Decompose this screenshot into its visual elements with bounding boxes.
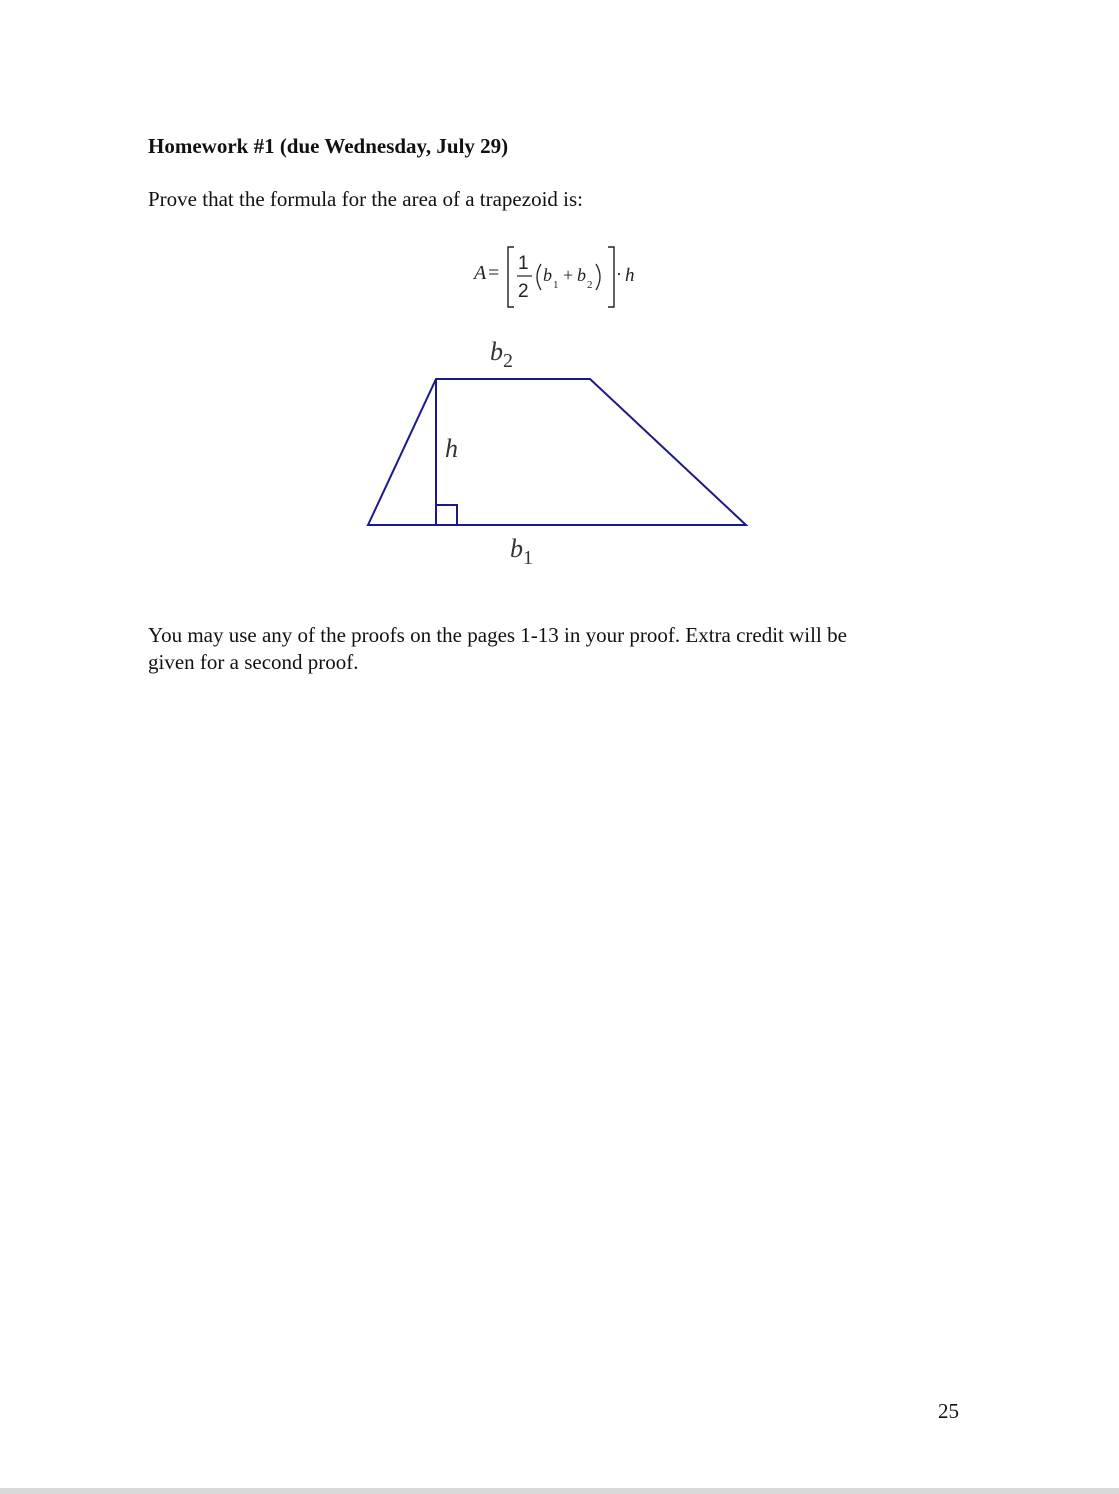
paragraph-line-2: given for a second proof. [148,650,359,674]
formula-equals: = [488,262,500,284]
trapezoid-figure [340,330,780,580]
formula-lhs: A [474,262,487,284]
formula-right-bracket [608,247,614,307]
intro-text: Prove that the formula for the area of a trapezoid is: [148,187,583,211]
formula-h: h [625,265,635,286]
formula-denominator: 2 [518,281,529,302]
formula-left-bracket [508,247,514,307]
formula-right-paren [596,264,600,290]
formula-b2-base: b [577,265,586,285]
formula-b1-sub: 1 [553,279,559,291]
formula-left-paren [537,264,541,290]
formula-dot: · [616,264,622,284]
formula-b2-sub: 2 [587,279,593,291]
bottom-base-label: $b_1$ [510,534,533,569]
paragraph-line-1: You may use any of the proofs on the pages 1-13 in your proof. Extra credit will be [148,623,847,647]
trapezoid-area-formula [470,235,660,315]
instructions-paragraph [148,622,948,676]
top-base-label: $b_2$ [490,337,513,372]
page-bottom-edge [0,1488,1119,1494]
formula-plus: + [563,265,574,285]
height-label: h [445,434,458,463]
formula-b1-base: b [543,265,552,285]
homework-heading: Homework #1 (due Wednesday, July 29) [148,134,509,158]
page-number: 25 [938,1399,959,1423]
formula-numerator: 1 [518,253,529,274]
trapezoid-shape [368,379,746,525]
right-angle-marker [436,505,457,525]
